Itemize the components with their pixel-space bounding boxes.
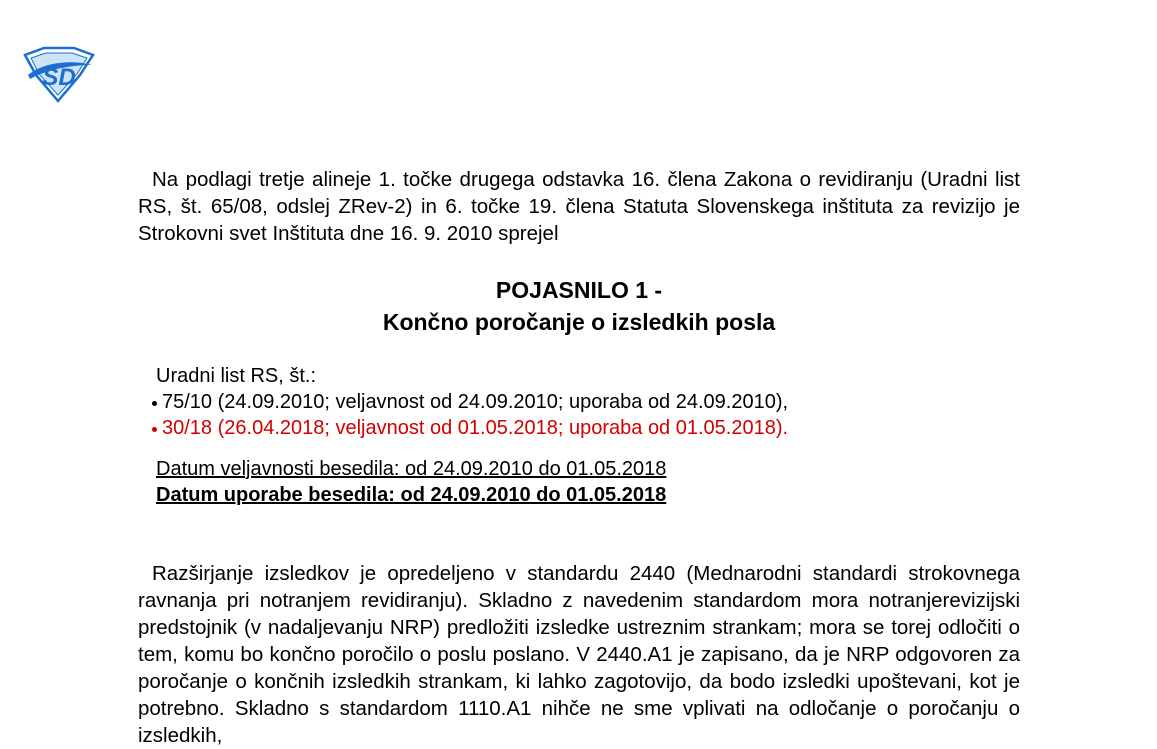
gazette-entry: 75/10 (24.09.2010; veljavnost od 24.09.2010; uporaba od 24.09.2010), <box>152 389 788 415</box>
document-title <box>138 274 1020 338</box>
gazette-references <box>156 363 788 441</box>
usage-date: Datum uporabe besedila: od 24.09.2010 do 01.05.2018 <box>156 484 667 506</box>
institute-shield-logo-icon <box>22 45 96 103</box>
validity-dates <box>156 456 666 508</box>
body-paragraph: Razširjanje izsledkov je opredeljeno v standardu 2440 (Mednarodni standardi strokovnega ravnanja pri notranjem revidiranju). Skladno z navedenim standardom mora notranjerevizijski predstojnik (v nadaljevanju NRP) predložiti izsledke ustreznim strankam; mora se torej odločiti o tem, komu bo končno poročilo o poslu poslano. V 2440.A1 je zapisano, da je NRP odgovoren za poročanje o končnih izsledkih strankam, ki lahko zagotovijo, da bodo izsledki upoštevani, kot je potrebno. Skladno s standardom 1110.A1 nihče ne sme vplivati na odločanje o poročanju o izsledkih, <box>138 562 1020 747</box>
logo-text: SD <box>42 64 76 91</box>
institute-logo <box>22 45 96 103</box>
title-line-1: POJASNILO 1 - <box>495 277 663 303</box>
gazette-entry-amendment: 30/18 (26.04.2018; veljavnost od 01.05.2018; uporaba od 01.05.2018). <box>152 415 788 441</box>
validity-date: Datum veljavnosti besedila: od 24.09.2010 do 01.05.2018 <box>156 458 667 480</box>
title-line-2: Končno poročanje o izsledkih posla <box>382 309 776 335</box>
gazette-list <box>156 389 788 441</box>
gazette-label: Uradni list RS, št.: <box>156 365 317 387</box>
intro-paragraph: Na podlagi tretje alineje 1. točke drugega odstavka 16. člena Zakona o revidiranju (Uradni list RS, št. 65/08, odslej ZRev-2) in 6. točke 19. člena Statuta Slovenskega inštituta za revizijo je Strokovni svet Inštituta dne 16. 9. 2010 sprejel <box>138 168 1020 245</box>
